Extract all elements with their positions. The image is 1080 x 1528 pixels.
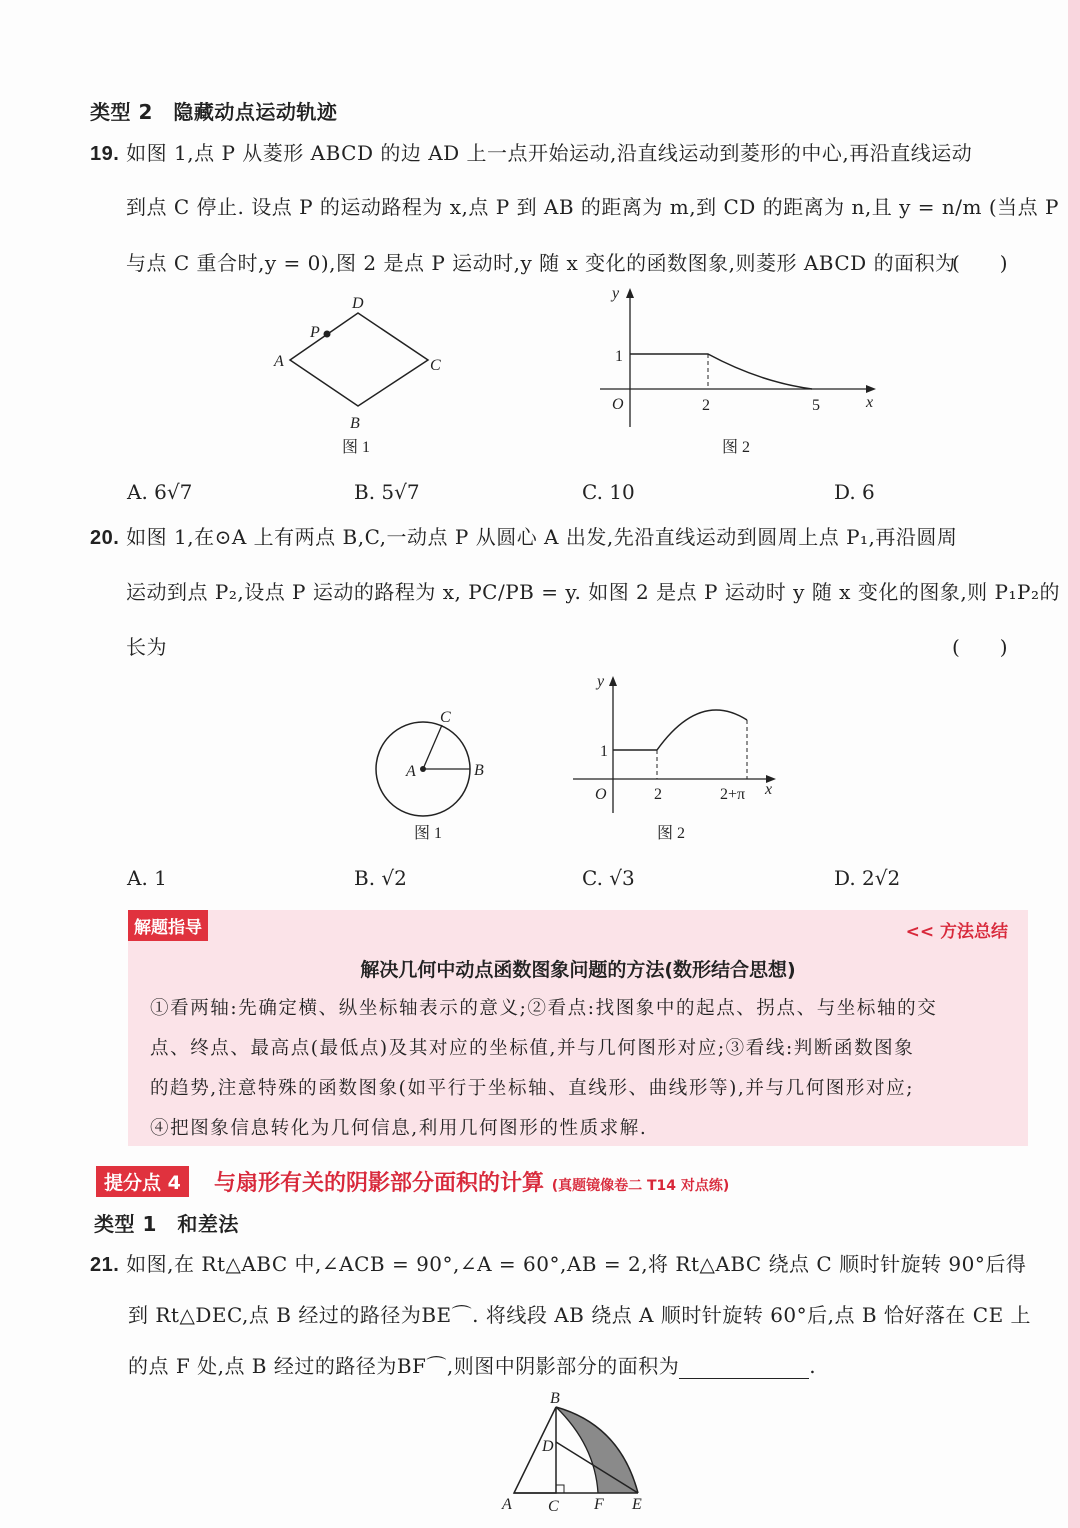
guide-line: ①看两轴:先确定横、纵坐标轴表示的意义;②看点:找图象中的起点、拐点、与坐标轴的交	[150, 998, 938, 1019]
type2-heading: 类型 2 隐藏动点运动轨迹	[90, 100, 338, 124]
label-p: P	[310, 324, 320, 341]
q19-option-b[interactable]: B. 5√7	[354, 480, 420, 504]
tick-2-plus-pi: 2+π	[720, 786, 746, 803]
tick-1: 1	[600, 743, 608, 760]
q19-line1: 19. 如图 1,点 P 从菱形 ABCD 的边 AD 上一点开始运动,沿直线运动到菱形的中心,再沿直线运动	[90, 141, 973, 165]
type1-heading: 类型 1 和差法	[94, 1212, 239, 1236]
q19-option-a[interactable]: A. 6√7	[127, 480, 193, 504]
q19-option-c[interactable]: C. 10	[582, 480, 635, 504]
guide-tag: 解题指导	[128, 910, 208, 941]
q20-answer-paren: ( )	[952, 635, 1008, 659]
q21-line1: 21. 如图,在 Rt△ABC 中,∠ACB = 90°,∠A = 60°,AB = 2,将 Rt△ABC 绕点 C 顺时针旋转 90°后得	[90, 1252, 1027, 1276]
q21-line2: 到 Rt△DEC,点 B 经过的路径为BE⌒. 将线段 AB 绕点 A 顺时针旋转 60°后,点 B 恰好落在 CE 上	[128, 1303, 1032, 1327]
point4-title: 与扇形有关的阴影部分面积的计算 (真题镜像卷二 T14 对点练)	[214, 1171, 730, 1196]
function-curve	[630, 354, 812, 389]
label-c: C	[548, 1498, 559, 1515]
q20-option-b[interactable]: B. √2	[354, 866, 407, 890]
guide-box	[128, 910, 1028, 1146]
guide-line: ④把图象信息转化为几何信息,利用几何图形的性质求解.	[150, 1118, 648, 1139]
q19-option-d[interactable]: D. 6	[834, 480, 875, 504]
q20-option-a[interactable]: A. 1	[127, 866, 167, 890]
q20-line3: 长为	[126, 635, 167, 659]
q20-line2: 运动到点 P₂,设点 P 运动的路程为 x, PC/PB = y. 如图 2 是点 P 运动时 y 随 x 变化的图象,则 P₁P₂的	[126, 580, 1060, 604]
answer-blank[interactable]	[679, 1360, 809, 1379]
q20-line1: 20. 如图 1,在⊙A 上有两点 B,C,一动点 P 从圆心 A 出发,先沿直线运动到圆周上点 P₁,再沿圆周	[90, 525, 958, 549]
origin-label: O	[595, 786, 607, 803]
label-c: C	[430, 357, 441, 374]
caption: 图 2	[722, 439, 751, 456]
label-d: D	[542, 1438, 554, 1455]
method-summary-label: << 方法总结	[905, 922, 1008, 942]
guide-line: 点、终点、最高点(最低点)及其对应的坐标值,并与几何图形对应;③看线:判断函数图象	[150, 1038, 915, 1059]
x-label: x	[765, 781, 773, 798]
tick-2: 2	[654, 786, 662, 803]
label-c: C	[440, 709, 451, 726]
guide-title: 解决几何中动点函数图象问题的方法(数形结合思想)	[360, 959, 796, 981]
label-a: A	[274, 353, 284, 370]
caption: 图 2	[657, 825, 686, 842]
origin-label: O	[612, 396, 624, 413]
y-label: y	[612, 285, 620, 302]
q19-answer-paren: ( )	[952, 251, 1008, 275]
tick-2: 2	[702, 397, 710, 414]
label-b: B	[474, 762, 484, 779]
label-b: B	[550, 1390, 560, 1407]
guide-line: 的趋势,注意特殊的函数图象(如平行于坐标轴、直线形、曲线形等),并与几何图形对应;	[150, 1078, 915, 1099]
caption: 图 1	[342, 439, 371, 456]
point-p	[324, 331, 331, 338]
q19-line2: 到点 C 停止. 设点 P 的运动路程为 x,点 P 到 AB 的距离为 m,到 CD 的距离为 n,且 y = n/m (当点 P	[126, 195, 1059, 219]
q19-figure2	[590, 282, 890, 462]
q21-figure	[490, 1385, 660, 1525]
label-e: E	[632, 1496, 642, 1513]
page-edge-strip	[1068, 0, 1080, 1528]
x-label: x	[866, 394, 874, 411]
q20-option-d[interactable]: D. 2√2	[834, 866, 901, 890]
q20-option-c[interactable]: C. √3	[582, 866, 635, 890]
label-a: A	[502, 1496, 512, 1513]
label-f: F	[594, 1496, 604, 1513]
point4-tag: 提分点 4	[96, 1166, 189, 1197]
label-b: B	[350, 415, 360, 432]
q20-figure2	[565, 668, 795, 848]
tick-1: 1	[615, 348, 623, 365]
q19-figure1	[260, 288, 460, 458]
function-curve	[613, 710, 747, 750]
caption: 图 1	[414, 825, 443, 842]
y-label: y	[597, 673, 605, 690]
label-d: D	[352, 295, 364, 312]
label-a: A	[406, 763, 416, 780]
tick-5: 5	[812, 397, 820, 414]
q20-figure1	[360, 700, 510, 850]
q19-line3: 与点 C 重合时,y = 0),图 2 是点 P 运动时,y 随 x 变化的函数图象,则菱形 ABCD 的面积为	[126, 251, 956, 275]
q21-line3: 的点 F 处,点 B 经过的路径为BF⌒,则图中阴影部分的面积为 .	[128, 1354, 817, 1378]
